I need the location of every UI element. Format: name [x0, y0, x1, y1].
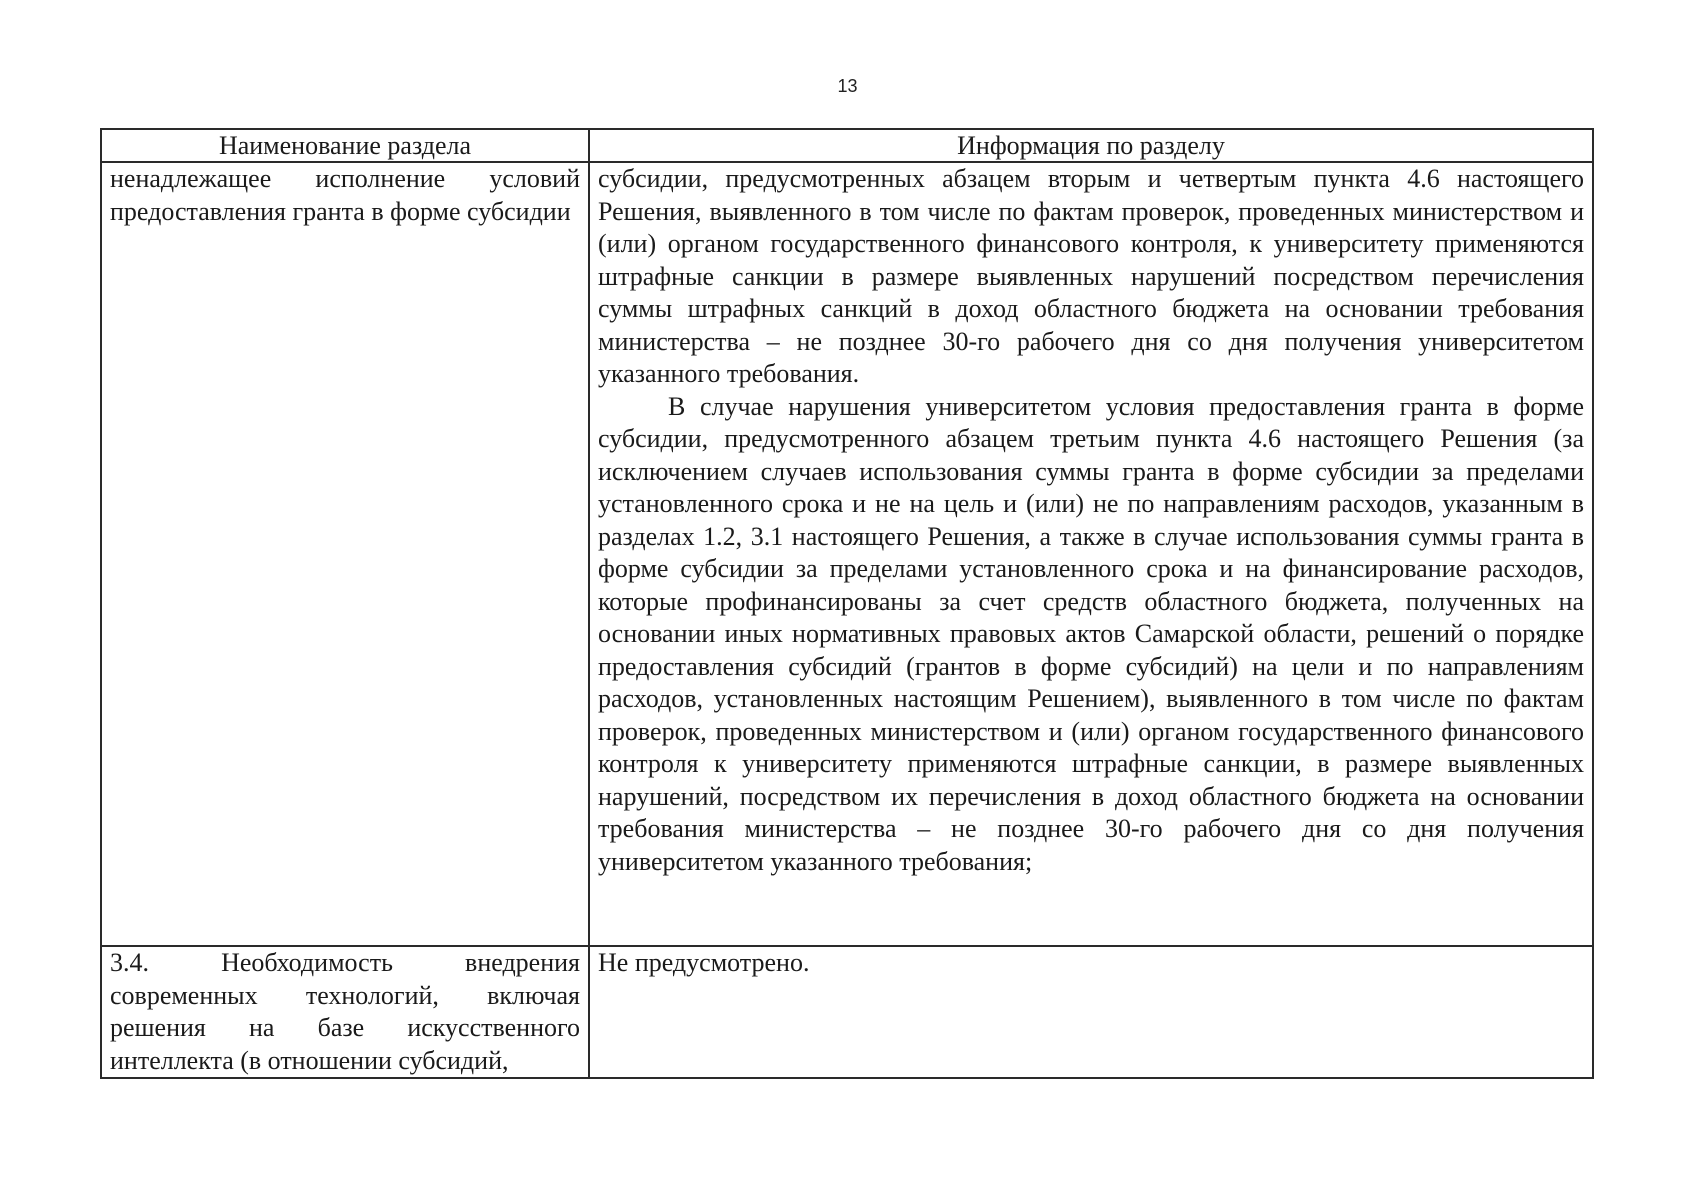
info-paragraph: В случае нарушения университетом условия предоставления гранта в форме субсидии, предусмотренного абзацем третьим пункта 4.6 настоящего Решения (за исключением случаев использования суммы гранта в форме субсидии за пределами установленного срока и не на цель и (или) не по направлениям расходов, указанным в разделах 1.2, 3.1 настоящего Решения, а также в случае использования суммы гранта в форме субсидии за пределами установленного срока и на финансирование расходов, которые профинансированы за счет средств областного бюджета, полученных на основании иных нормативных правовых актов Самарской области, решений о порядке предоставления субсидий (грантов в форме субсидий) на цели и по направлениям расходов, установленных настоящим Решением), выявленного в том числе по фактам проверок, проведенных министерством и (или) органом государственного финансового контроля к университету применяются штрафные санкции, в размере выявленных нарушений, посредством их перечисления в доход областного бюджета на основании требования министерства – не позднее 30-го рабочего дня со дня получения университетом указанного требования; [598, 391, 1584, 876]
row-section-info [589, 162, 1593, 946]
section-info-table [100, 128, 1594, 1079]
row-section-info [589, 946, 1593, 1078]
header-section-info: Информация по разделу [589, 129, 1593, 162]
row-section-name [101, 162, 589, 946]
table-row [101, 946, 1593, 1078]
row-section-name [101, 946, 589, 1078]
info-paragraph: субсидии, предусмотренных абзацем вторым и четвертым пункта 4.6 настоящего Решения, выявленного в том числе по фактам проверок, проведенных министерством и (или) органом государственного финансового контроля, к университету применяются штрафные санкции в размере выявленных нарушений посредством перечисления суммы штрафных санкций в доход областного бюджета на основании требования министерства – не позднее 30-го рабочего дня со дня получения университетом указанного требования. [598, 164, 1584, 388]
page-number: 13 [837, 76, 858, 96]
section-name-text: 3.4. Необходимость внедрения современных технологий, включая решения на базе искусственного интеллекта (в отношении субсидий, [110, 948, 580, 1075]
section-name-text: ненадлежащее исполнение условий предоставления гранта в форме субсидии [110, 164, 580, 226]
table-header-row [101, 129, 1593, 162]
table-row [101, 162, 1593, 946]
header-section-name: Наименование раздела [101, 129, 589, 162]
section-info-text: Не предусмотрено. [598, 948, 810, 977]
